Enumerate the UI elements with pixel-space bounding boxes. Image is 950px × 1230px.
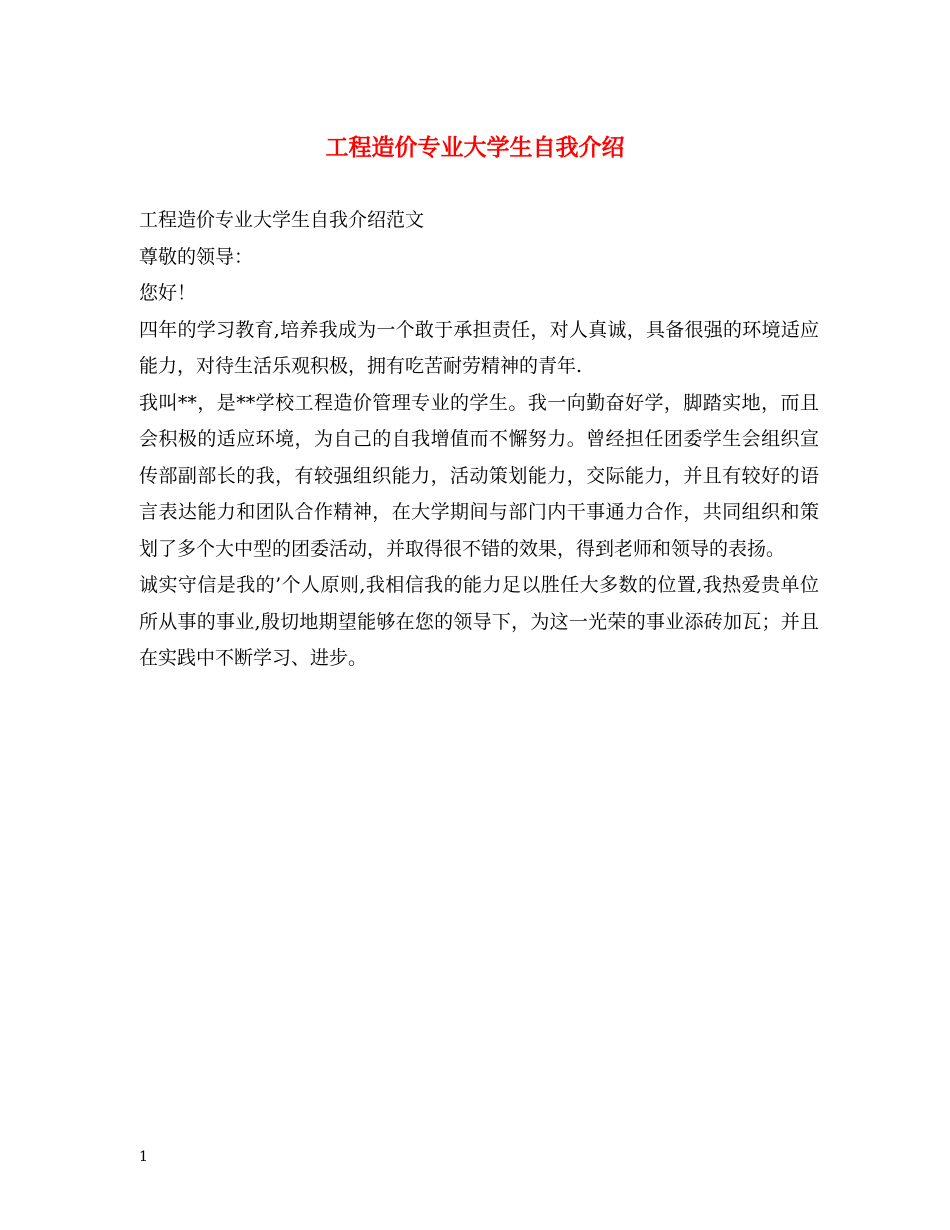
document-subtitle: 工程造价专业大学生自我介绍范文 — [139, 209, 425, 231]
greeting: 尊敬的领导： — [139, 245, 254, 268]
paragraph-background: 我叫**，是**学校工程造价管理专业的学生。我一向勤奋好学，脚踏实地，而且会积极的适应环境，为自己的自我增值而不懈努力。曾经担任团委学生会组织宣传部副部长的我，有较强组织能力，活动策划能力，交际能力，并且有较好的语言表达能力和团队合作精神，在大学期间与部门内干事通力合作，共同组织和策划了多个大中型的团委活动，并取得很不错的效果，得到老师和领导的表扬。 — [139, 391, 819, 560]
page-number: 1 — [139, 1149, 148, 1165]
paragraph-closing: 诚实守信是我的’个人原则,我相信我的能力足以胜任大多数的位置,我热爱贵单位所从事的事业,殷切地期望能够在您的领导下，为这一光荣的事业添砖加瓦；并且在实践中不断学习、进步。 — [139, 574, 819, 669]
salutation: 您好！ — [139, 282, 197, 304]
paragraph-intro: 四年的学习教育,培养我成为一个敢于承担责任，对人真诚，具备很强的环境适应能力，对待生活乐观积极，拥有吃苦耐劳精神的青年. — [139, 318, 819, 377]
document-body — [139, 202, 819, 677]
document-title: 工程造价专业大学生自我介绍 — [325, 134, 625, 161]
